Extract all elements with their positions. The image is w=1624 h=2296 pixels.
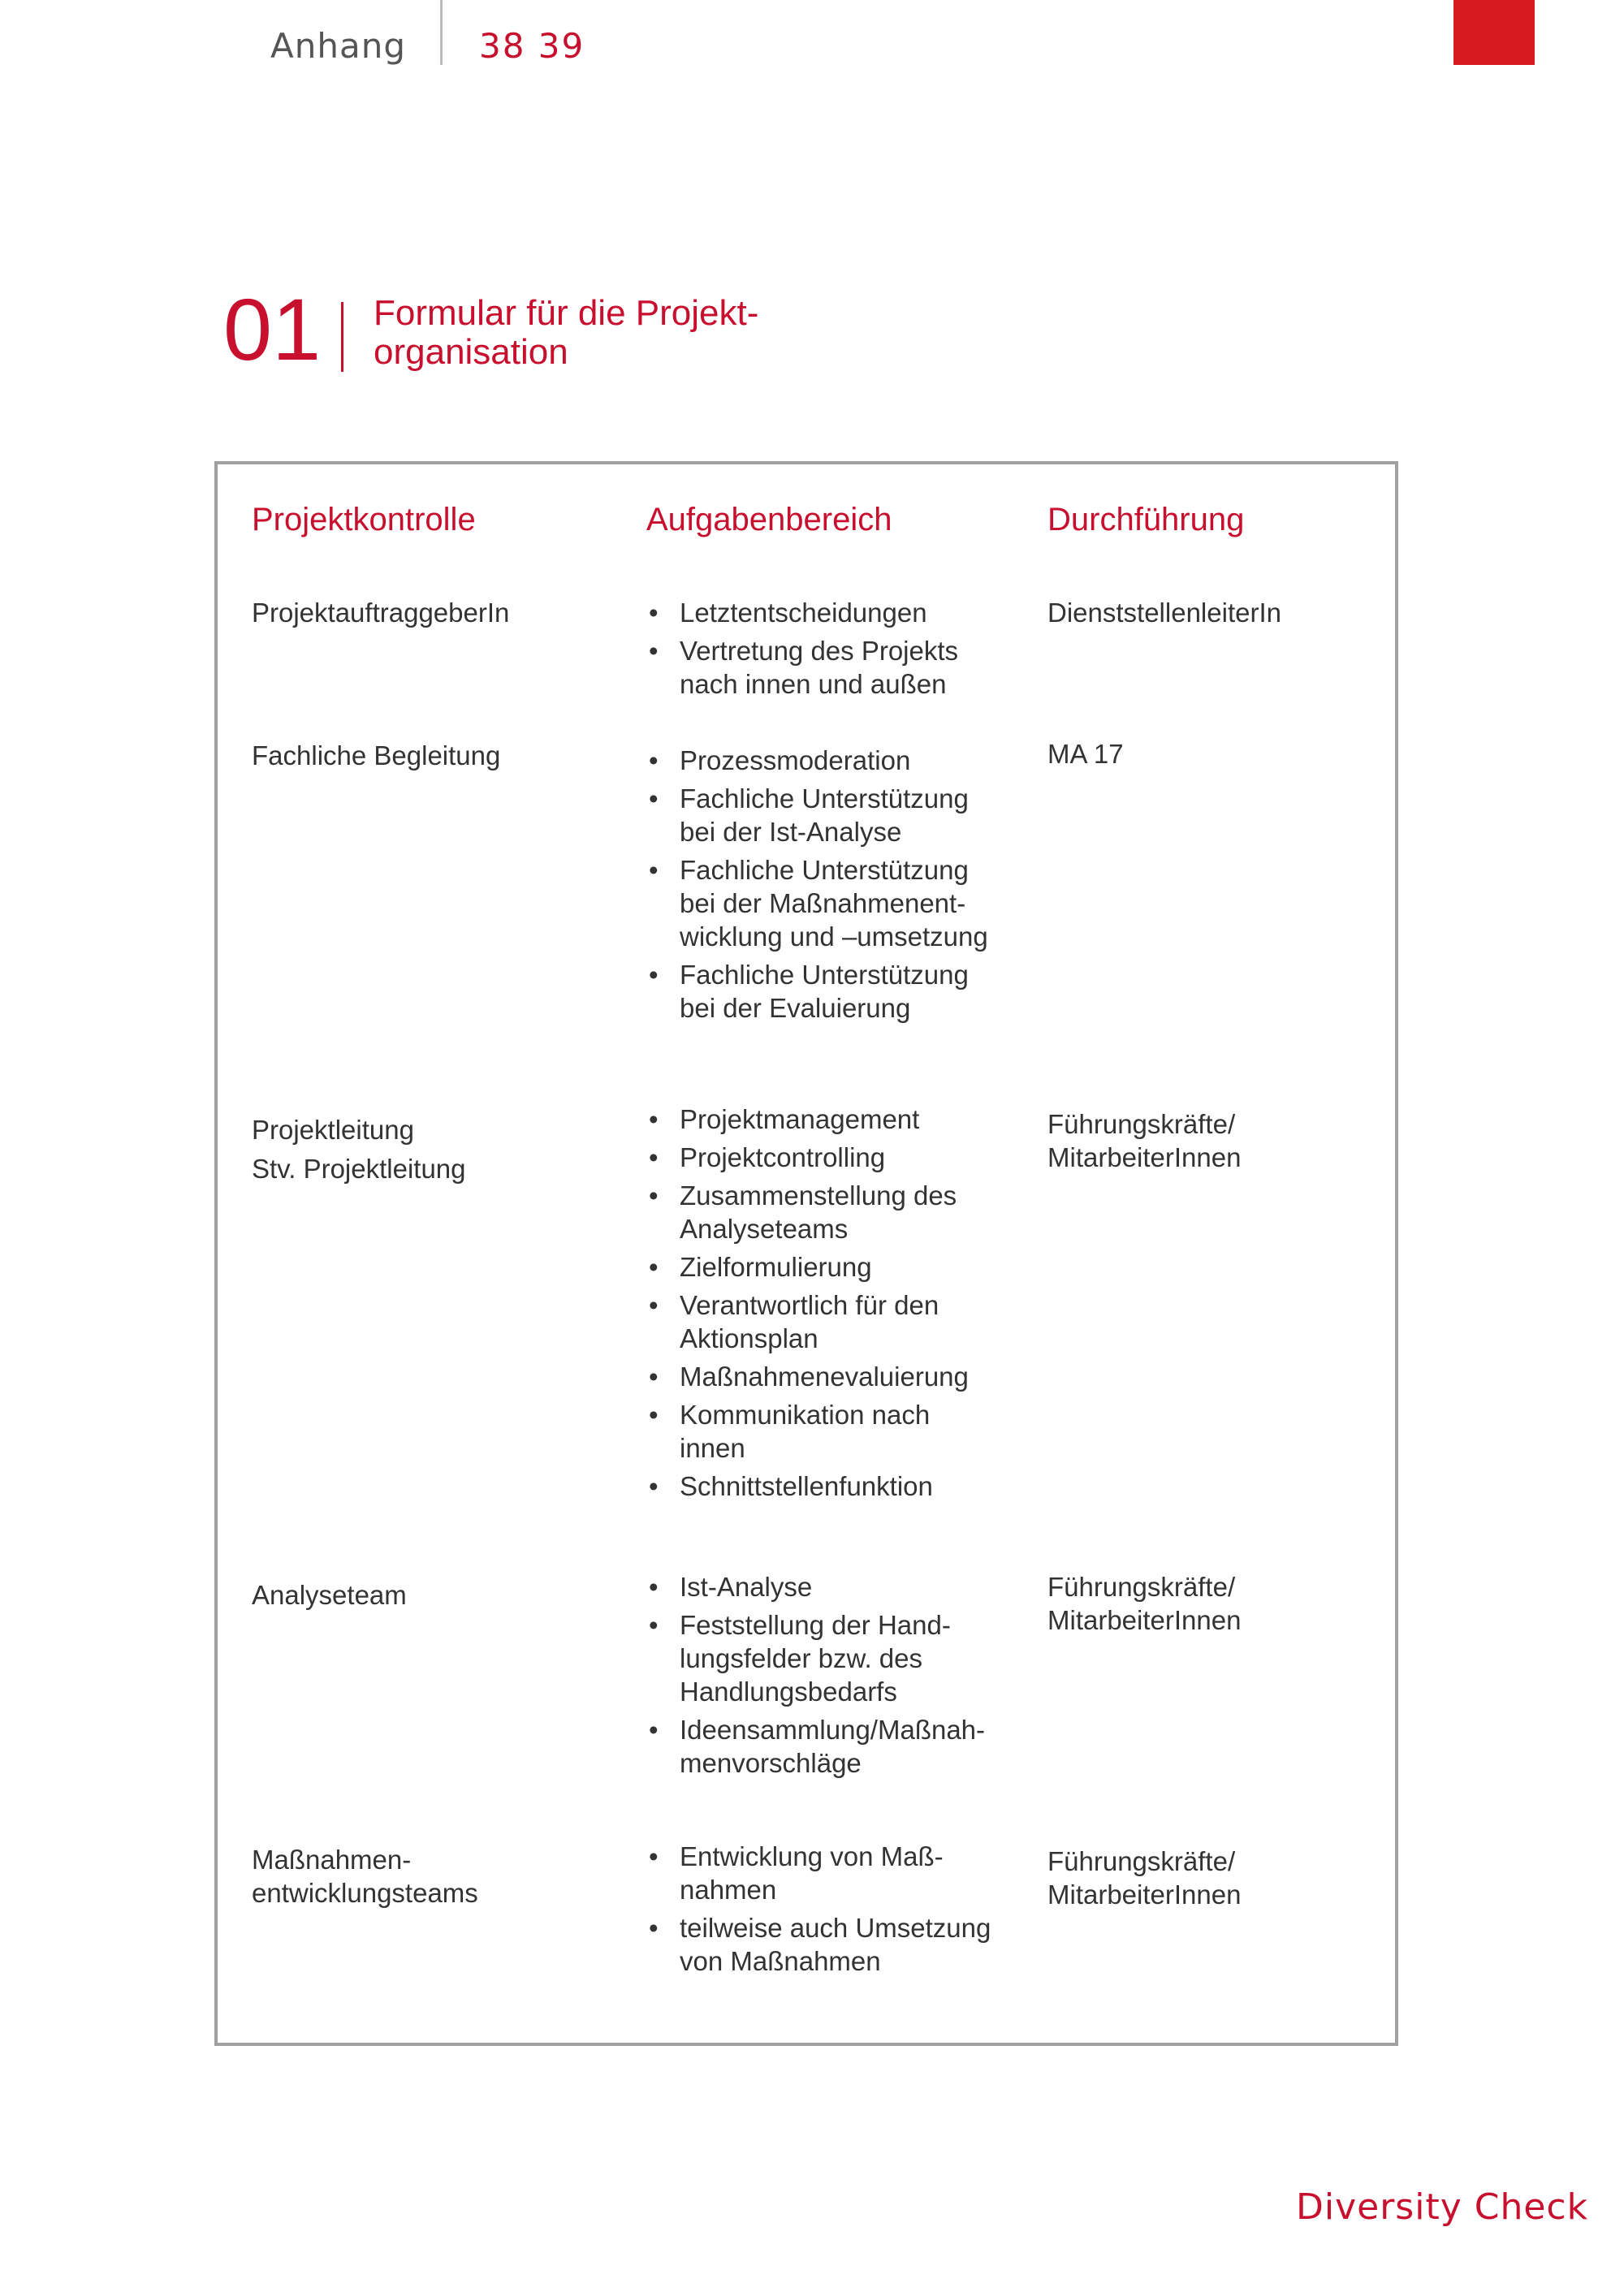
table-row-tasks [649,1570,985,1785]
table-row-performer: Führungskräfte/ MitarbeiterInnen [1047,1109,1242,1172]
section-title [374,294,758,372]
table-row-role: Projektleitung Stv. Projektleitung [252,1115,466,1184]
task-item: • Vertretung des Projekts nach innen und außen [649,634,958,701]
header-accent-block [1453,0,1535,65]
task-item: • Fachliche Unterstützung bei der Maßnahmenent- wicklung und –umsetzung [649,853,988,953]
footer-brand: Diversity Check [1296,2186,1589,2228]
header-section-label: Anhang [270,26,406,66]
table-row-tasks [649,1103,969,1508]
task-item: • Schnittstellenfunktion [649,1470,969,1503]
header-divider [440,0,443,65]
table-row-tasks [649,1840,991,1983]
task-item: • Prozessmoderation [649,744,988,777]
column-header-role: Projektkontrolle [252,502,476,537]
table-row-tasks [649,596,958,706]
task-item: • Verantwortlich für den Aktionsplan [649,1288,969,1355]
task-item: • Entwicklung von Maß- nahmen [649,1840,991,1906]
section-title-line: organisation [374,332,568,372]
table-row-role: Analyseteam [252,1580,407,1610]
task-item: • Maßnahmenevaluierung [649,1360,969,1393]
task-item: • Projektcontrolling [649,1141,969,1174]
task-item: • Ist-Analyse [649,1570,985,1603]
task-item: • Fachliche Unterstützung bei der Ist-Analyse [649,782,988,848]
task-item: • Zielformulierung [649,1250,969,1284]
table-row-performer: DienststellenleiterIn [1047,598,1281,628]
section-number: 01 [223,280,322,378]
task-item: • Ideensammlung/Maßnah- menvorschläge [649,1713,985,1780]
column-header-tasks: Aufgabenbereich [646,502,892,537]
table-row-role: Fachliche Begleitung [252,740,501,770]
task-item: • Kommunikation nach innen [649,1398,969,1465]
table-row-role: Maßnahmen- entwicklungsteams [252,1845,478,1908]
table-row-role: ProjektauftraggeberIn [252,598,510,628]
task-item: • Projektmanagement [649,1103,969,1136]
table-row-performer: Führungskräfte/ MitarbeiterInnen [1047,1846,1242,1910]
table-row-performer: Führungskräfte/ MitarbeiterInnen [1047,1572,1242,1635]
column-header-performer: Durchführung [1047,502,1245,537]
table-row-tasks [649,744,988,1029]
task-item: • Fachliche Unterstützung bei der Evaluierung [649,958,988,1025]
section-title-line: Formular für die Projekt- [374,293,759,333]
table-row-performer: MA 17 [1047,739,1124,769]
section-divider [341,302,343,372]
task-item: • Zusammenstellung des Analyseteams [649,1179,969,1245]
header-page-numbers: 38 39 [479,26,585,66]
task-item: • Feststellung der Hand- lungsfelder bzw. des Handlungsbedarfs [649,1608,985,1708]
task-item: • teilweise auch Umsetzung von Maßnahmen [649,1911,991,1978]
task-item: • Letztentscheidungen [649,596,958,629]
